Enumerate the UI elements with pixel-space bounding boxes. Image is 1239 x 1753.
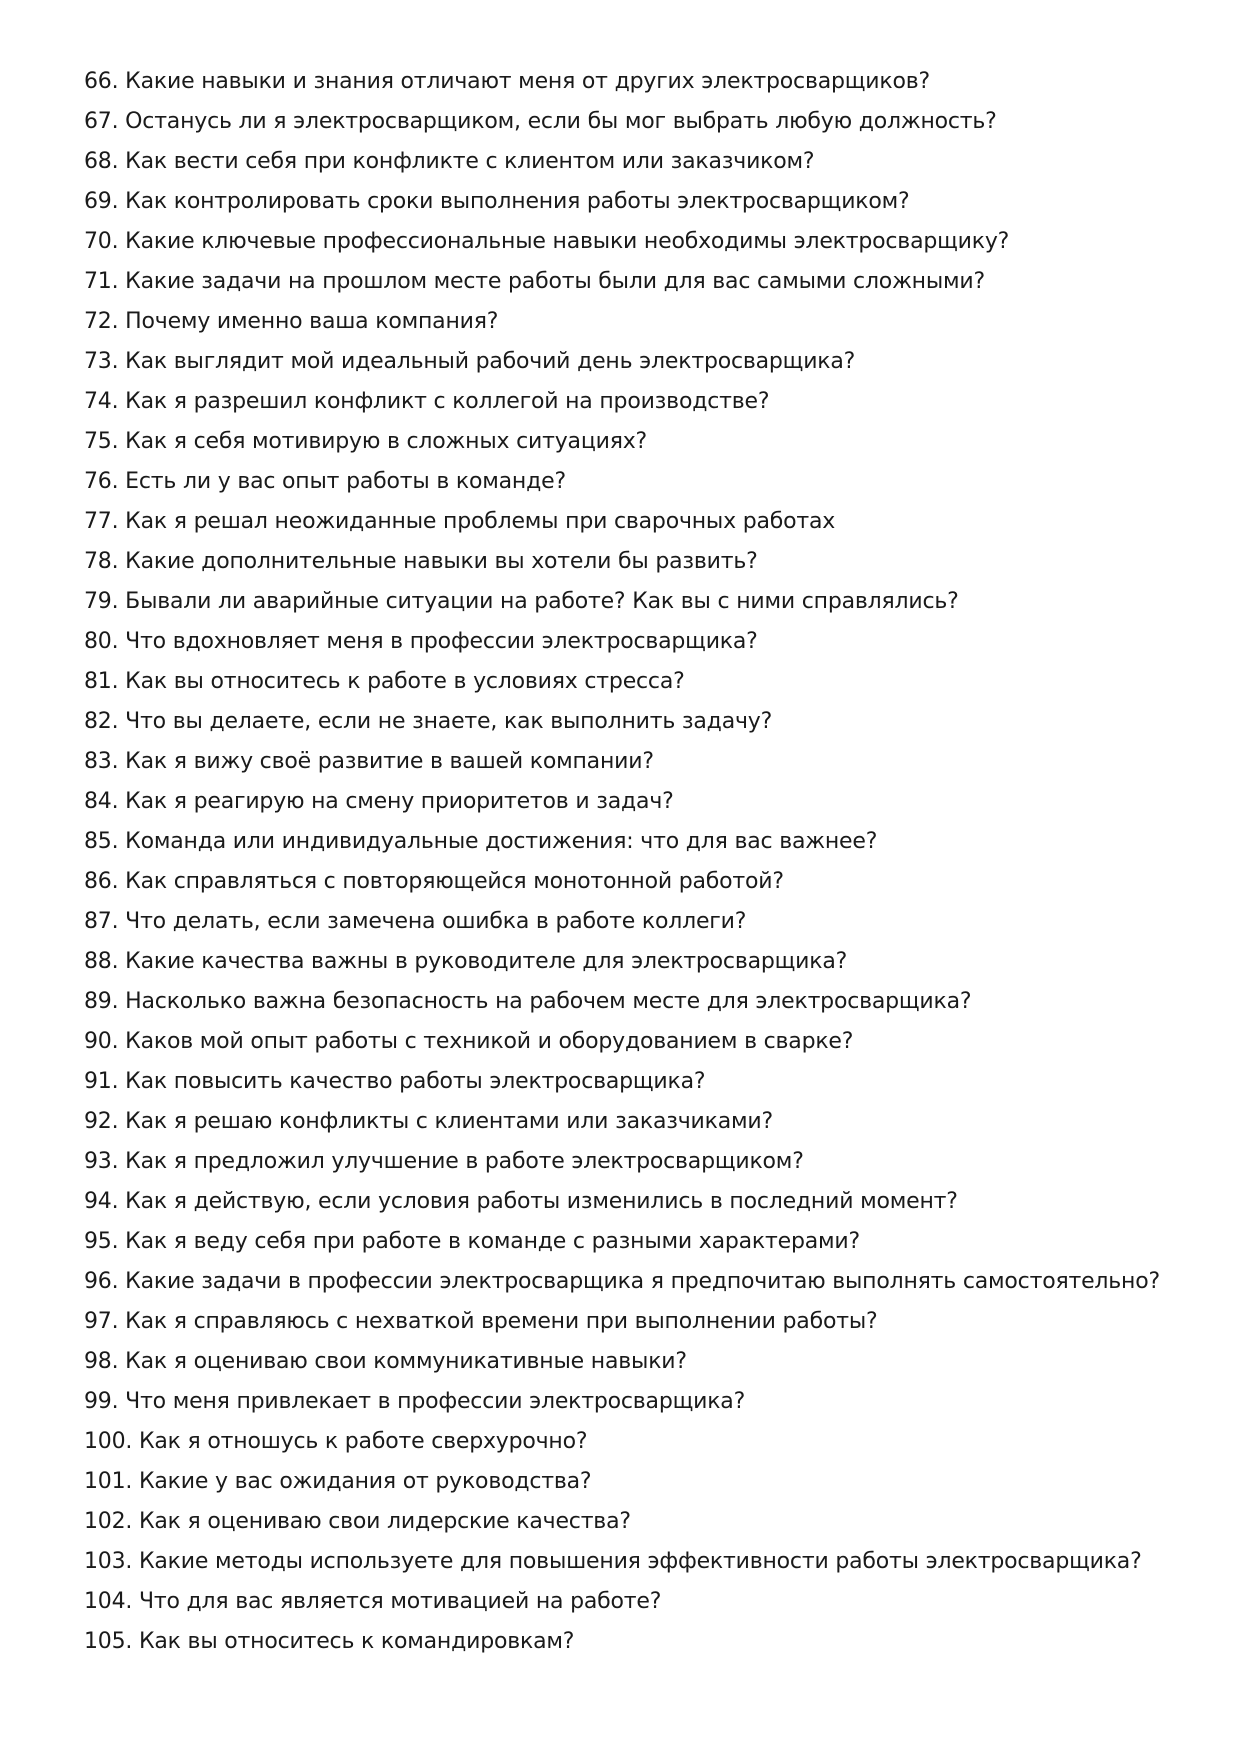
question-item: 103. Какие методы используете для повышения эффективности работы электросварщика? bbox=[84, 1549, 1142, 1574]
question-item: 93. Как я предложил улучшение в работе электросварщиком? bbox=[84, 1149, 804, 1174]
question-item: 91. Как повысить качество работы электросварщика? bbox=[84, 1069, 706, 1094]
question-item: 95. Как я веду себя при работе в команде с разными характерами? bbox=[84, 1229, 860, 1254]
question-item: 89. Насколько важна безопасность на рабочем месте для электросварщика? bbox=[84, 989, 972, 1014]
question-item: 82. Что вы делаете, если не знаете, как выполнить задачу? bbox=[84, 709, 773, 734]
question-item: 73. Как выглядит мой идеальный рабочий день электросварщика? bbox=[84, 349, 856, 374]
question-item: 104. Что для вас является мотивацией на работе? bbox=[84, 1589, 662, 1614]
question-item: 99. Что меня привлекает в профессии электросварщика? bbox=[84, 1389, 746, 1414]
question-item: 84. Как я реагирую на смену приоритетов и задач? bbox=[84, 789, 674, 814]
question-item: 66. Какие навыки и знания отличают меня от других электросварщиков? bbox=[84, 69, 930, 94]
question-item: 100. Как я отношусь к работе сверхурочно? bbox=[84, 1429, 588, 1454]
question-item: 68. Как вести себя при конфликте с клиентом или заказчиком? bbox=[84, 149, 815, 174]
question-item: 87. Что делать, если замечена ошибка в работе коллеги? bbox=[84, 909, 747, 934]
question-item: 76. Есть ли у вас опыт работы в команде? bbox=[84, 469, 566, 494]
question-item: 81. Как вы относитесь к работе в условиях стресса? bbox=[84, 669, 685, 694]
question-item: 74. Как я разрешил конфликт с коллегой на производстве? bbox=[84, 389, 770, 414]
question-item: 75. Как я себя мотивирую в сложных ситуациях? bbox=[84, 429, 648, 454]
question-item: 88. Какие качества важны в руководителе для электросварщика? bbox=[84, 949, 848, 974]
question-item: 97. Как я справляюсь с нехваткой времени при выполнении работы? bbox=[84, 1309, 878, 1334]
question-item: 86. Как справляться с повторяющейся монотонной работой? bbox=[84, 869, 784, 894]
question-item: 83. Как я вижу своё развитие в вашей компании? bbox=[84, 749, 654, 774]
question-item: 96. Какие задачи в профессии электросварщика я предпочитаю выполнять самостоятельно? bbox=[84, 1269, 1160, 1294]
question-item: 102. Как я оцениваю свои лидерские качества? bbox=[84, 1509, 631, 1534]
question-item: 90. Каков мой опыт работы с техникой и оборудованием в сварке? bbox=[84, 1029, 854, 1054]
question-item: 92. Как я решаю конфликты с клиентами или заказчиками? bbox=[84, 1109, 773, 1134]
question-item: 67. Останусь ли я электросварщиком, если бы мог выбрать любую должность? bbox=[84, 109, 997, 134]
question-item: 69. Как контролировать сроки выполнения работы электросварщиком? bbox=[84, 189, 910, 214]
question-item: 70. Какие ключевые профессиональные навыки необходимы электросварщику? bbox=[84, 229, 1010, 254]
question-item: 98. Как я оцениваю свои коммуникативные навыки? bbox=[84, 1349, 687, 1374]
question-item: 78. Какие дополнительные навыки вы хотели бы развить? bbox=[84, 549, 758, 574]
question-item: 85. Команда или индивидуальные достижения: что для вас важнее? bbox=[84, 829, 878, 854]
question-item: 101. Какие у вас ожидания от руководства? bbox=[84, 1469, 592, 1494]
question-item: 79. Бывали ли аварийные ситуации на работе? Как вы с ними справлялись? bbox=[84, 589, 959, 614]
question-item: 105. Как вы относитесь к командировкам? bbox=[84, 1629, 575, 1654]
question-item: 71. Какие задачи на прошлом месте работы были для вас самыми сложными? bbox=[84, 269, 986, 294]
question-item: 77. Как я решал неожиданные проблемы при сварочных работах bbox=[84, 509, 836, 534]
question-list bbox=[84, 62, 1160, 1662]
question-item: 72. Почему именно ваша компания? bbox=[84, 309, 499, 334]
question-item: 94. Как я действую, если условия работы изменились в последний момент? bbox=[84, 1189, 958, 1214]
question-item: 80. Что вдохновляет меня в профессии электросварщика? bbox=[84, 629, 758, 654]
